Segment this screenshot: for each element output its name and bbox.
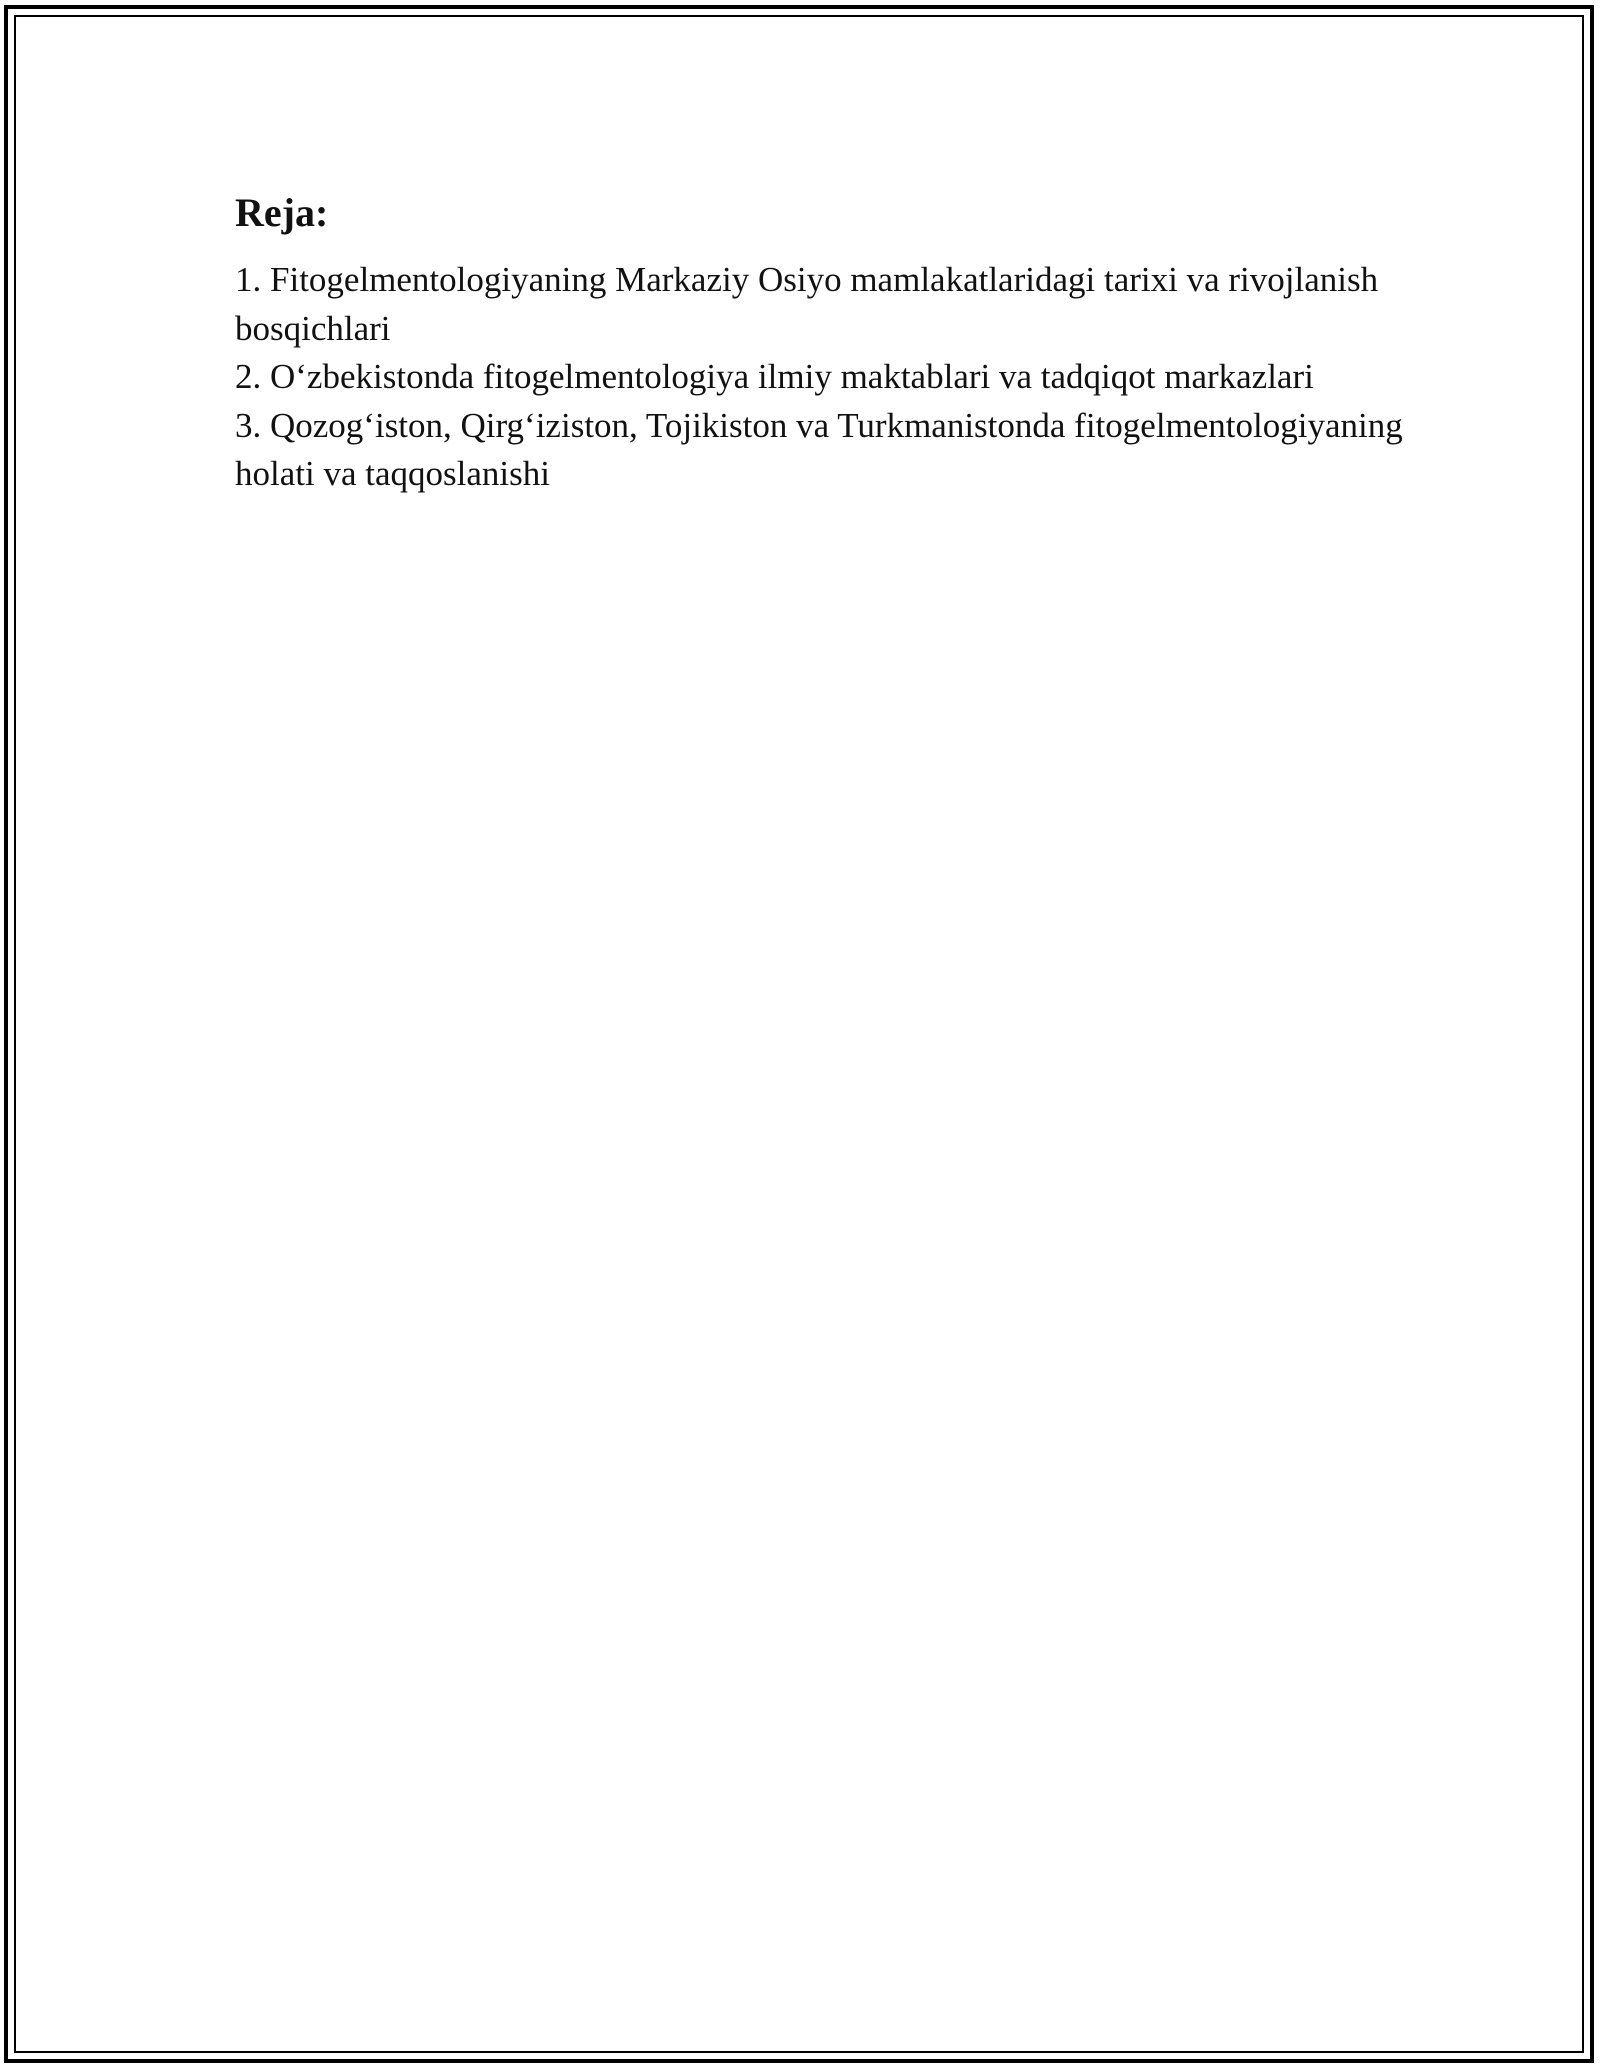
plan-item-3: 3. Qozog‘iston, Qirg‘iziston, Tojikiston va Turkmanistonda fitogelmentologiyaning holati va taqqoslanishi: [235, 405, 1403, 493]
plan-item-1: 1. Fitogelmentologiyaning Markaziy Osiyo mamlakatlaridagi tarixi va rivojlanish bosqichlari: [235, 260, 1379, 348]
page-content: [235, 188, 1435, 499]
plan-list: [235, 256, 1435, 499]
plan-item-2: 2. O‘zbekistonda fitogelmentologiya ilmiy maktablari va tadqiqot markazlari: [235, 357, 1314, 396]
plan-title: Reja:: [235, 190, 329, 235]
